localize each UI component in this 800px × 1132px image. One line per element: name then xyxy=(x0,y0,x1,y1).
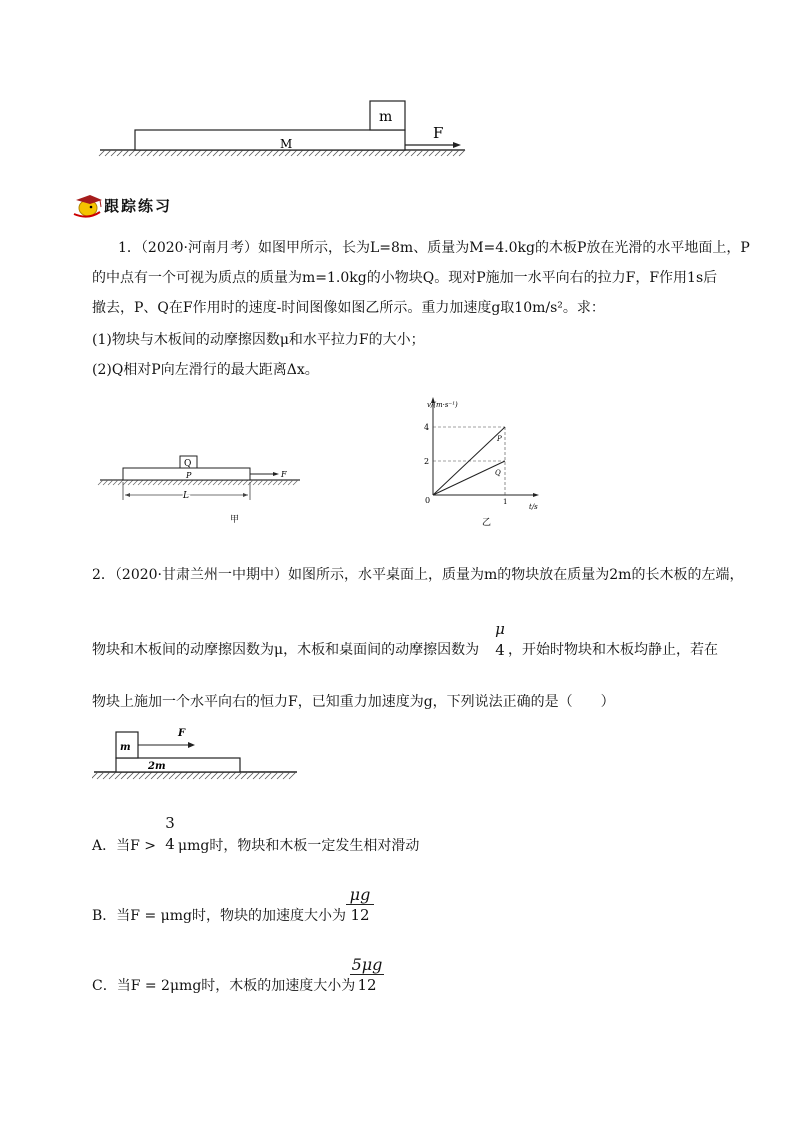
frac-numerator: μ xyxy=(495,620,505,638)
option-a-prefix: A．当F > xyxy=(92,838,157,854)
figure-jia-caption: 甲 xyxy=(230,515,240,525)
option-c-fraction xyxy=(350,956,384,995)
q1-line3: 撤去，P、Q在F作用时的速度-时间图像如图乙所示。重力加速度g取10m/s²。求： xyxy=(92,300,605,316)
option-b-fraction xyxy=(346,886,374,925)
y-tick-label: 4 xyxy=(424,423,430,432)
q1-line2: 的中点有一个可视为质点的质量为m=1.0kg的小物块Q。现对P施加一水平向右的拉力F，F作用1s后 xyxy=(92,270,718,286)
frac-denominator: 12 xyxy=(350,906,370,924)
q1-sub2: (2)Q相对P向左滑行的最大距离Δx。 xyxy=(92,362,319,378)
q1-sub1: (1)物块与木板间的动摩擦因数μ和水平拉力F的大小； xyxy=(92,332,425,348)
force-arrowhead xyxy=(273,472,279,476)
block-Q-label: Q xyxy=(184,459,192,469)
frac-denominator: 12 xyxy=(357,976,377,994)
figure-jia xyxy=(95,450,310,530)
mascot-icon xyxy=(70,192,104,218)
force-arrowhead xyxy=(453,142,461,148)
option-a-fraction xyxy=(163,814,177,854)
frac-denominator: 4 xyxy=(165,835,175,853)
force-F-label: F xyxy=(281,470,287,479)
board-2m xyxy=(116,758,240,772)
board-M xyxy=(135,130,405,150)
series-line-Q xyxy=(433,461,505,495)
section-title: 跟踪练习 xyxy=(104,197,173,215)
frac-numerator: 3 xyxy=(165,814,175,832)
figure-yi-caption: 乙 xyxy=(481,518,491,528)
q2-line1: 2．（2020·甘肃兰州一中期中）如图所示，水平桌面上，质量为m的物块放在质量为2m的长木板的左端， xyxy=(92,567,744,583)
force-arrowhead xyxy=(188,742,195,748)
section-header xyxy=(70,192,190,218)
board-M-label: M xyxy=(280,137,293,151)
q2-line2a: 物块和木板间的动摩擦因数为μ，木板和桌面间的动摩擦因数为 xyxy=(92,642,480,658)
force-F-label: F xyxy=(178,728,186,739)
frac-denominator: 4 xyxy=(495,641,505,659)
y-axis-label: v/(m·s⁻¹) xyxy=(427,401,458,409)
frac-numerator: μg xyxy=(346,886,374,905)
series-label-Q: Q xyxy=(495,469,501,477)
figure-yi-chart xyxy=(415,395,545,530)
q2-line3: 物块上施加一个水平向右的恒力F，已知重力加速度为g，下列说法正确的是（ ） xyxy=(92,694,615,710)
origin-label: 0 xyxy=(425,496,431,505)
block-m-label: m xyxy=(120,742,131,753)
series-label-P: P xyxy=(497,435,502,443)
y-tick-label: 2 xyxy=(424,457,430,466)
board-P-label: P xyxy=(186,471,192,480)
x-axis-label: t/s xyxy=(529,503,538,511)
force-F-label: F xyxy=(433,124,444,142)
top-figure xyxy=(95,95,475,160)
q2-line2b: ，开始时物块和木板均静止，若在 xyxy=(508,642,718,658)
option-c-text: C．当F = 2μmg时，木板的加速度大小为 xyxy=(92,978,356,994)
x-tick-label: 1 xyxy=(503,498,508,506)
board-2m-label: 2m xyxy=(148,761,166,772)
option-b-text: B．当F = μmg时，物块的加速度大小为 xyxy=(92,908,346,924)
q1-line1: 1．（2020·河南月考）如图甲所示，长为L=8m、质量为M=4.0kg的木板P放在光滑的水平地面上，P xyxy=(118,240,750,256)
q2-frac-mu-4 xyxy=(492,620,508,660)
q2-figure xyxy=(92,722,307,784)
length-L-label: L xyxy=(183,491,189,501)
option-a-text: μmg时，物块和木板一定发生相对滑动 xyxy=(178,838,420,854)
frac-numerator: 5μg xyxy=(351,955,383,974)
block-m-label: m xyxy=(379,109,393,125)
